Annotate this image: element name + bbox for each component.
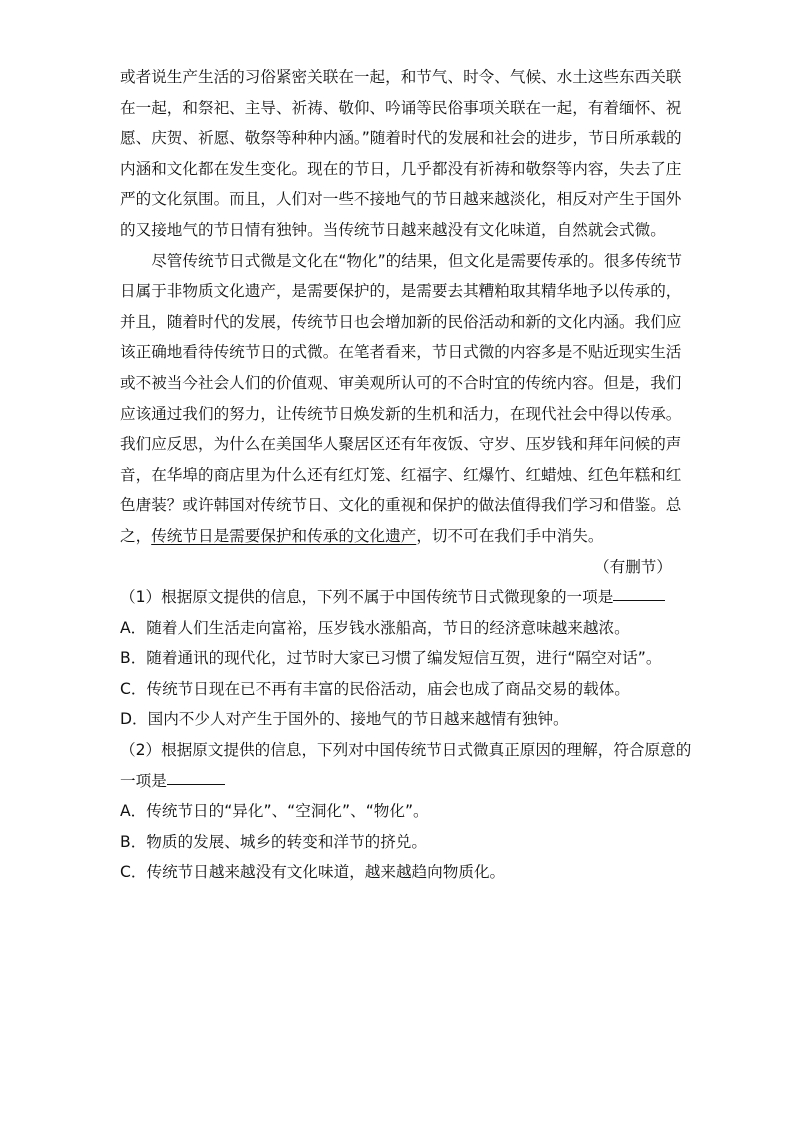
question-1	[120, 582, 692, 735]
answer-blank[interactable]	[613, 599, 665, 601]
paragraph-2-text-after: ，切不可在我们手中消失。	[416, 526, 604, 545]
underlined-key-sentence: 传统节日是需要保护和传承的文化遗产	[151, 526, 417, 545]
source-note: （有删节）	[594, 557, 672, 576]
question-2-stem	[120, 735, 692, 796]
question-2	[120, 735, 692, 888]
question-1-option-d[interactable]: D．国内不少人对产生于国外的、接地气的节日越来越情有独钟。	[120, 710, 569, 729]
question-1-option-a[interactable]: A．随着人们生活走向富裕，压岁钱水涨船高，节日的经济意味越来越浓。	[120, 618, 630, 637]
document-page	[120, 62, 692, 888]
question-2-option-b[interactable]: B．物质的发展、城乡的转变和洋节的挤兑。	[120, 832, 427, 851]
question-2-stem-text: （2）根据原文提供的信息，下列对中国传统节日式微真正原因的理解，符合原意的一项是	[120, 741, 692, 790]
answer-blank[interactable]	[167, 783, 225, 785]
question-2-option-c[interactable]: C．传统节日越来越没有文化味道，越来越趋向物质化。	[120, 863, 506, 882]
question-1-option-b[interactable]: B．随着通讯的现代化，过节时大家已习惯了编发短信互贺，进行“隔空对话”。	[120, 649, 662, 668]
question-1-stem	[120, 582, 692, 613]
question-1-option-c[interactable]: C．传统节日现在已不再有丰富的民俗活动，庙会也成了商品交易的载体。	[120, 679, 630, 698]
question-2-option-a[interactable]: A．传统节日的“异化”、“空洞化”、“物化”。	[120, 802, 429, 821]
question-1-stem-text: （1）根据原文提供的信息，下列不属于中国传统节日式微现象的一项是	[120, 588, 614, 607]
paragraph-2-text-before: 尽管传统节日式微是文化在“物化”的结果，但文化是需要传承的。很多传统节日属于非物质文化遗产，是需要保护的，是需要去其糟粕取其精华地予以传承的，并且，随着时代的发展，传统节日也会增加新的民俗活动和新的文化内涵。我们应该正确地看待传统节日的式微。在笔者看来，节日式微的内容多是不贴近现实生活或不被当今社会人们的价值观、审美观所认可的不合时宜的传统内容。但是，我们应该通过我们的努力，让传统节日焕发新的生机和活力，在现代社会中得以传承。我们应反思，为什么在美国华人聚居区还有年夜饭、守岁、压岁钱和拜年问候的声音，在华埠的商店里为什么还有红灯笼、红福字、红爆竹、红蜡烛、红色年糕和红色唐装？或许韩国对传统节日、文化的重视和保护的做法值得我们学习和借鉴。总之，	[120, 251, 682, 545]
passage-paragraph-1: 或者说生产生活的习俗紧密关联在一起，和节气、时令、气候、水土这些东西关联在一起，和祭祀、主导、祈祷、敬仰、吟诵等民俗事项关联在一起，有着缅怀、祝愿、庆贺、祈愿、敬祭等种种内涵。”随着时代的发展和社会的进步，节日所承载的内涵和文化都在发生变化。现在的节日，几乎都没有祈祷和敬祭等内容，失去了庄严的文化氛围。而且，人们对一些不接地气的节日越来越淡化，相反对产生于国外的又接地气的节日情有独钟。当传统节日越来越没有文化味道，自然就会式微。	[120, 68, 682, 239]
passage-paragraph-2	[120, 246, 692, 552]
